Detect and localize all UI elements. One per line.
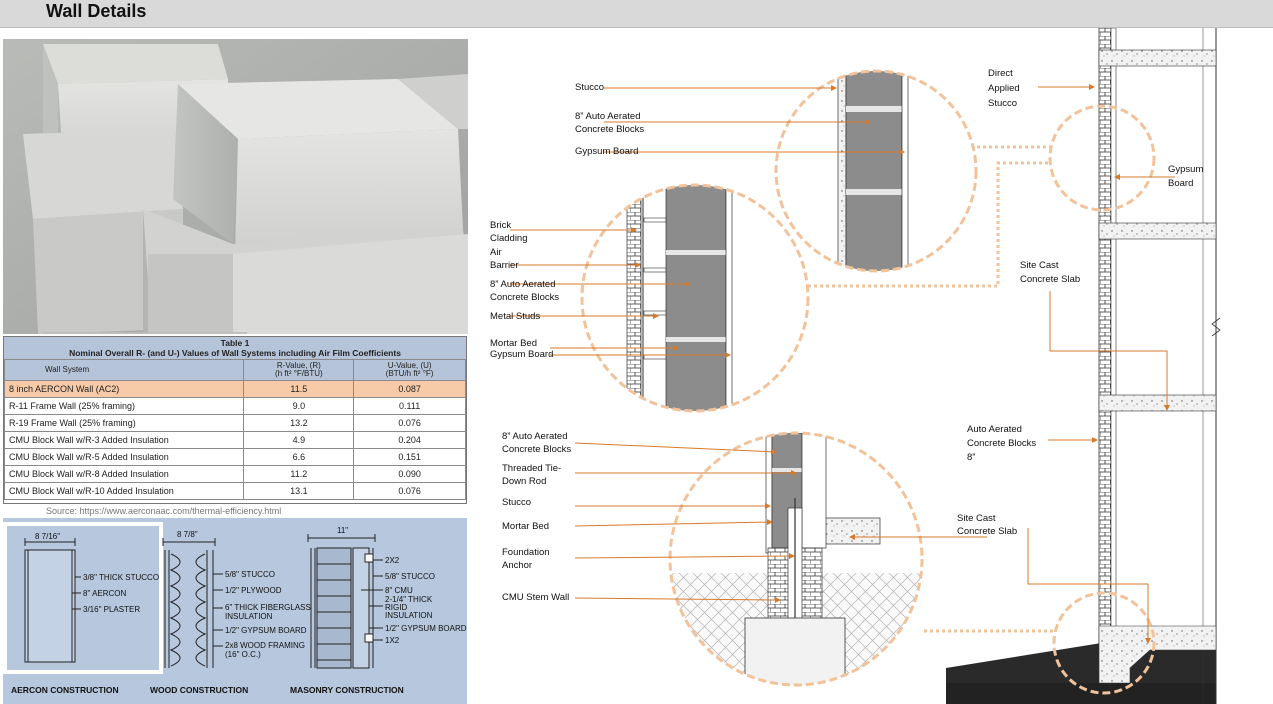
cell-u: 0.087 [354, 381, 466, 398]
label-blocks-top-1: 8” Auto Aerated [575, 111, 641, 122]
cell-system: R-19 Frame Wall (25% framing) [5, 415, 244, 432]
r-value-grid [4, 359, 466, 500]
masonry-layer: 8" CMU [385, 586, 413, 595]
cell-r: 13.1 [244, 483, 354, 500]
masonry-layer: 1/2" GYPSUM BOARD [385, 624, 467, 633]
label-brick-1: Brick [490, 220, 512, 231]
cell-system: CMU Block Wall w/R-5 Added Insulation [5, 449, 244, 466]
masonry-layer: RIGID [385, 603, 408, 612]
cell-r: 6.6 [244, 449, 354, 466]
full-wall-section [946, 28, 1220, 704]
cell-r: 11.2 [244, 466, 354, 483]
table-caption [4, 337, 466, 359]
label-anchor-1: Foundation [502, 547, 550, 558]
wood-layer: 5/8" STUCCO [225, 570, 275, 579]
cell-u: 0.076 [354, 415, 466, 432]
col-wall-system: Wall System [5, 360, 244, 381]
label-tie-2: Down Rod [502, 476, 547, 487]
wood-layer: 1/2" PLYWOOD [225, 586, 282, 595]
aercon-width: 8 7/16" [35, 532, 61, 541]
label-mortar-bottom: Mortar Bed [502, 521, 549, 532]
label-air-2: Barrier [490, 260, 519, 271]
aac-blocks-illustration [3, 39, 468, 334]
cell-system: CMU Block Wall w/R-8 Added Insulation [5, 466, 244, 483]
label-direct-1: Direct [988, 68, 1013, 79]
wood-width: 8 7/8" [177, 530, 198, 539]
cell-system: CMU Block Wall w/R-3 Added Insulation [5, 432, 244, 449]
construction-comparison [3, 518, 467, 704]
cell-u: 0.076 [354, 483, 466, 500]
wall-section-diagram [470, 28, 1273, 704]
aercon-layer: 3/16" PLASTER [83, 605, 141, 614]
label-slab-bottom-1: Site Cast [957, 513, 996, 524]
cell-u: 0.111 [354, 398, 466, 415]
cell-r: 9.0 [244, 398, 354, 415]
wood-layer: INSULATION [225, 612, 273, 621]
label-cmu: CMU Stem Wall [502, 592, 570, 603]
masonry-layer: 2-1/4" THICK [385, 595, 433, 604]
table-header-row [5, 360, 466, 381]
label-stucco-top: Stucco [575, 82, 605, 93]
cell-system: R-11 Frame Wall (25% framing) [5, 398, 244, 415]
label-blocks-mid-2: Concrete Blocks [490, 292, 560, 303]
aac-blocks-photo [3, 39, 468, 334]
aercon-title: AERCON CONSTRUCTION [11, 685, 119, 695]
wood-layer: 2x8 WOOD FRAMING [225, 641, 306, 650]
cell-r: 4.9 [244, 432, 354, 449]
masonry-layer: 1X2 [385, 636, 400, 645]
label-slab-section-2: Concrete Slab [1020, 274, 1081, 285]
wood-title: WOOD CONSTRUCTION [150, 685, 249, 695]
label-anchor-2: Anchor [502, 560, 533, 571]
label-mortar-mid: Mortar Bed [490, 338, 537, 349]
label-blocks-bottom-2: Concrete Blocks [502, 444, 572, 455]
wood-layer: (16" O.C.) [225, 650, 261, 659]
cell-u: 0.204 [354, 432, 466, 449]
col-r-value: R-Value, (R) (h ft² °F/BTU) [244, 360, 354, 381]
label-stucco-bottom: Stucco [502, 497, 532, 508]
r-value-table [3, 336, 467, 504]
label-slab-bottom-2: Concrete Slab [957, 526, 1018, 537]
page-title: Wall Details [46, 1, 147, 21]
label-blocks-bottom-1: 8” Auto Aerated [502, 431, 568, 442]
aercon-layer: 8" AERCON [83, 589, 127, 598]
col-u-value: U-Value, (U) (BTU/h ft² °F) [354, 360, 466, 381]
table-row [5, 483, 466, 500]
masonry-layer: 5/8" STUCCO [385, 572, 435, 581]
label-slab-section-1: Site Cast [1020, 260, 1059, 271]
label-blocks-top-2: Concrete Blocks [575, 124, 645, 135]
cell-u: 0.090 [354, 466, 466, 483]
label-gypsum-mid: Gypsum Board [490, 349, 554, 360]
cell-r: 11.5 [244, 381, 354, 398]
table-source: Source: https://www.aerconaac.com/thermal-efficiency.html [46, 506, 282, 516]
label-direct-2: Applied [988, 83, 1020, 94]
label-gypsum-section-1: Gypsum [1168, 164, 1204, 175]
table-title: Table 1 [220, 338, 250, 348]
wood-layer: 6" THICK FIBERGLASS [225, 603, 311, 612]
table-row [5, 398, 466, 415]
aercon-layer: 3/8" THICK STUCCO [83, 573, 160, 582]
label-aac-1: Auto Aerated [967, 424, 1022, 435]
masonry-width: 11" [337, 526, 349, 535]
masonry-layer: 2X2 [385, 556, 400, 565]
table-row [5, 449, 466, 466]
masonry-layer: INSULATION [385, 611, 433, 620]
label-aac-3: 8” [967, 452, 976, 463]
label-direct-3: Stucco [988, 98, 1018, 109]
cell-system: CMU Block Wall w/R-10 Added Insulation [5, 483, 244, 500]
table-row [5, 381, 466, 398]
label-brick-2: Cladding [490, 233, 528, 244]
cell-r: 13.2 [244, 415, 354, 432]
label-tie-1: Threaded Tie- [502, 463, 562, 474]
label-air-1: Air [490, 247, 502, 258]
table-row [5, 432, 466, 449]
cell-system: 8 inch AERCON Wall (AC2) [5, 381, 244, 398]
label-gypsum-top: Gypsum Board [575, 146, 639, 157]
cell-u: 0.151 [354, 449, 466, 466]
wood-layer: 1/2" GYPSUM BOARD [225, 626, 307, 635]
table-subtitle: Nominal Overall R- (and U-) Values of Wall Systems including Air Film Coefficients [69, 348, 401, 358]
table-row [5, 466, 466, 483]
label-gypsum-section-2: Board [1168, 178, 1194, 189]
table-row [5, 415, 466, 432]
photo-caption [43, 332, 247, 334]
label-studs: Metal Studs [490, 311, 541, 322]
masonry-title: MASONRY CONSTRUCTION [290, 685, 404, 695]
label-aac-2: Concrete Blocks [967, 438, 1037, 449]
label-blocks-mid-1: 8” Auto Aerated [490, 279, 556, 290]
page-header [0, 0, 1273, 28]
